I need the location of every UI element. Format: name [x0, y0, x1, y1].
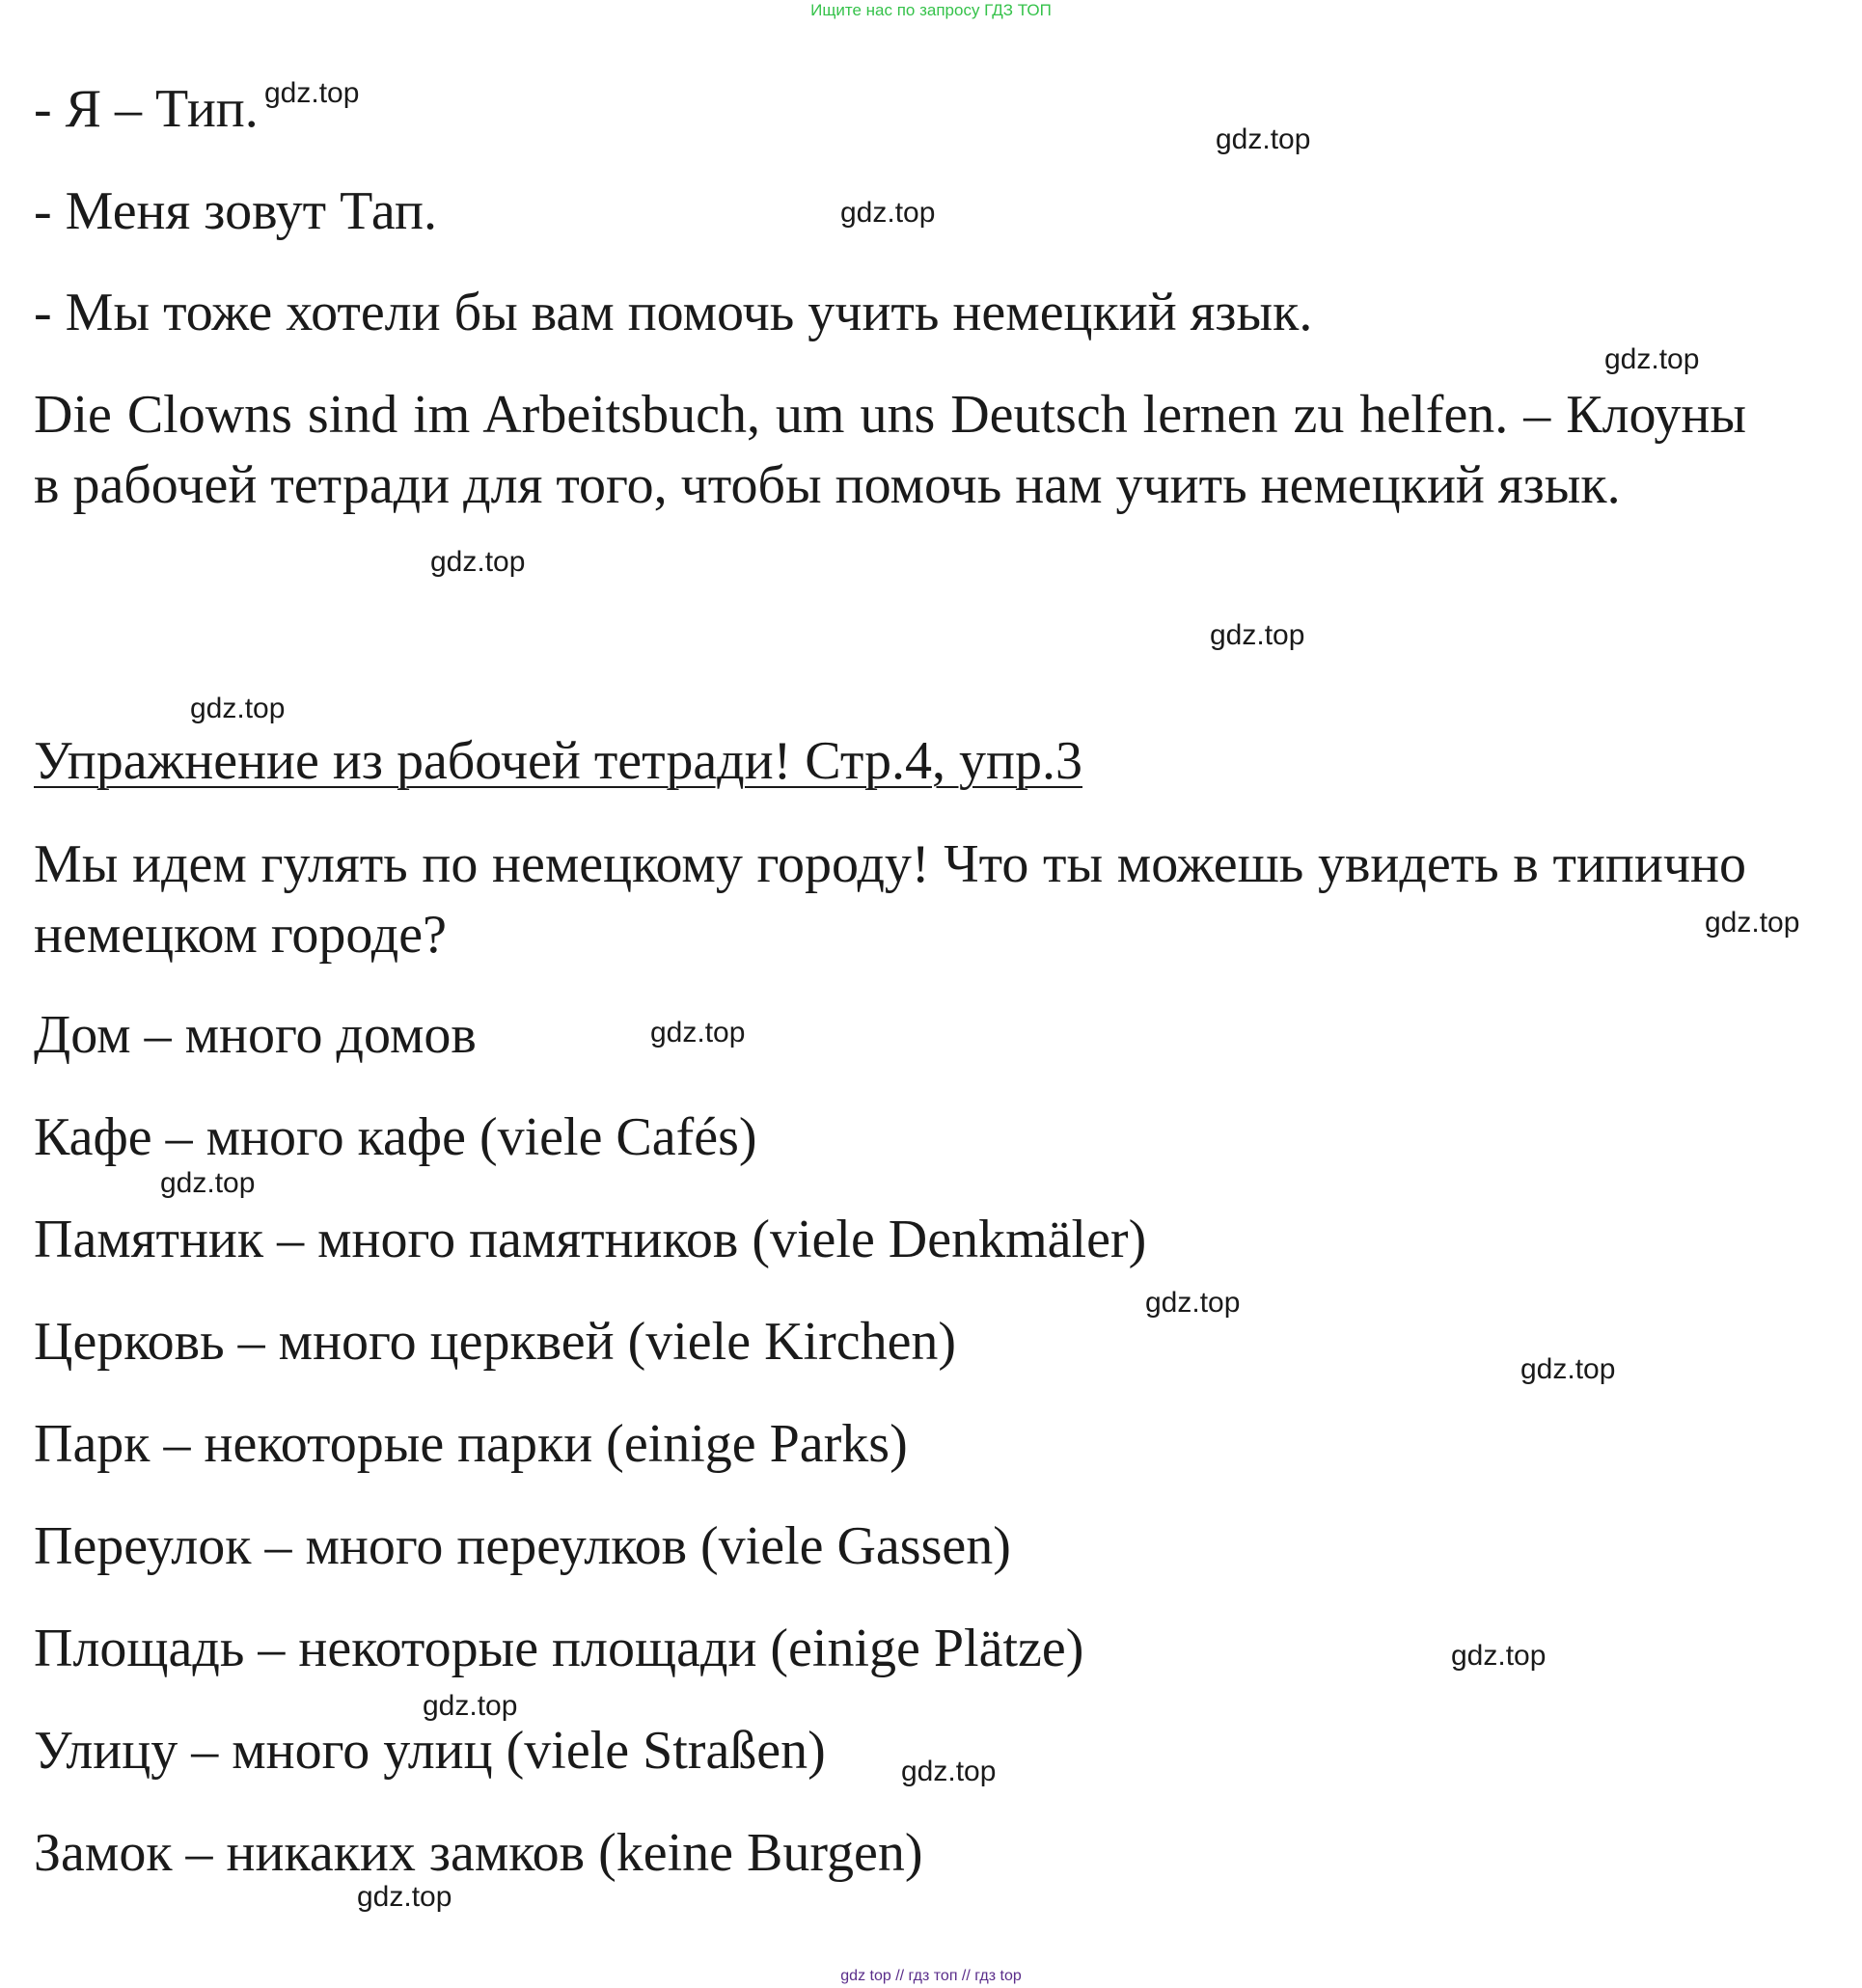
watermark: gdz.top [901, 1756, 997, 1787]
exercise-item: Улицу – много улиц (viele Straßen) [34, 1721, 826, 1781]
watermark: gdz.top [840, 197, 936, 229]
exercise-item: Парк – некоторые парки (einige Parks) [34, 1414, 908, 1474]
dialog-line-tip: - Я – Тип. [34, 79, 259, 139]
exercise-heading: Упражнение из рабочей тетради! Стр.4, упр.3 [34, 731, 1083, 791]
footer: gdz top // гдз топ // гдз top [840, 1968, 1022, 1984]
watermark: gdz.top [264, 77, 360, 109]
exercise-item: Дом – много домов [34, 1005, 477, 1065]
watermark: gdz.top [190, 693, 286, 724]
watermark: gdz.top [1210, 619, 1305, 651]
dialog-line-help: - Мы тоже хотели бы вам помочь учить немецкий язык. [34, 283, 1313, 342]
watermark: gdz.top [1604, 343, 1700, 375]
watermark: gdz.top [1520, 1353, 1616, 1385]
watermark: gdz.top [1705, 907, 1800, 939]
watermark: gdz.top [430, 546, 526, 578]
exercise-item: Памятник – много памятников (viele Denkmäler) [34, 1210, 1147, 1269]
watermark: gdz.top [650, 1017, 746, 1048]
clowns-paragraph: Die Clowns sind im Arbeitsbuch, um uns Deutsch lernen zu helfen. – Клоуны в рабочей тетради для того, чтобы помочь нам учить немецкий язык. [34, 385, 1746, 515]
watermark: gdz.top [1145, 1287, 1241, 1319]
dialog-line-tap: - Меня зовут Тап. [34, 181, 437, 241]
watermark: gdz.top [1216, 123, 1311, 155]
exercise-item: Переулок – много переулков (viele Gassen) [34, 1516, 1011, 1576]
exercise-item: Церковь – много церквей (viele Kirchen) [34, 1312, 957, 1372]
top-banner: Ищите нас по запросу ГДЗ ТОП [810, 1, 1052, 19]
watermark: gdz.top [423, 1690, 518, 1722]
exercise-item: Замок – никаких замков (keine Burgen) [34, 1823, 923, 1883]
exercise-item: Площадь – некоторые площади (einige Plätze) [34, 1619, 1084, 1678]
watermark: gdz.top [160, 1167, 256, 1199]
exercise-item: Кафе – много кафе (viele Cafés) [34, 1107, 757, 1167]
watermark: gdz.top [357, 1881, 452, 1913]
exercise-intro: Мы идем гулять по немецкому городу! Что ты можешь увидеть в типично немецком городе? [34, 834, 1746, 965]
watermark: gdz.top [1451, 1640, 1547, 1672]
